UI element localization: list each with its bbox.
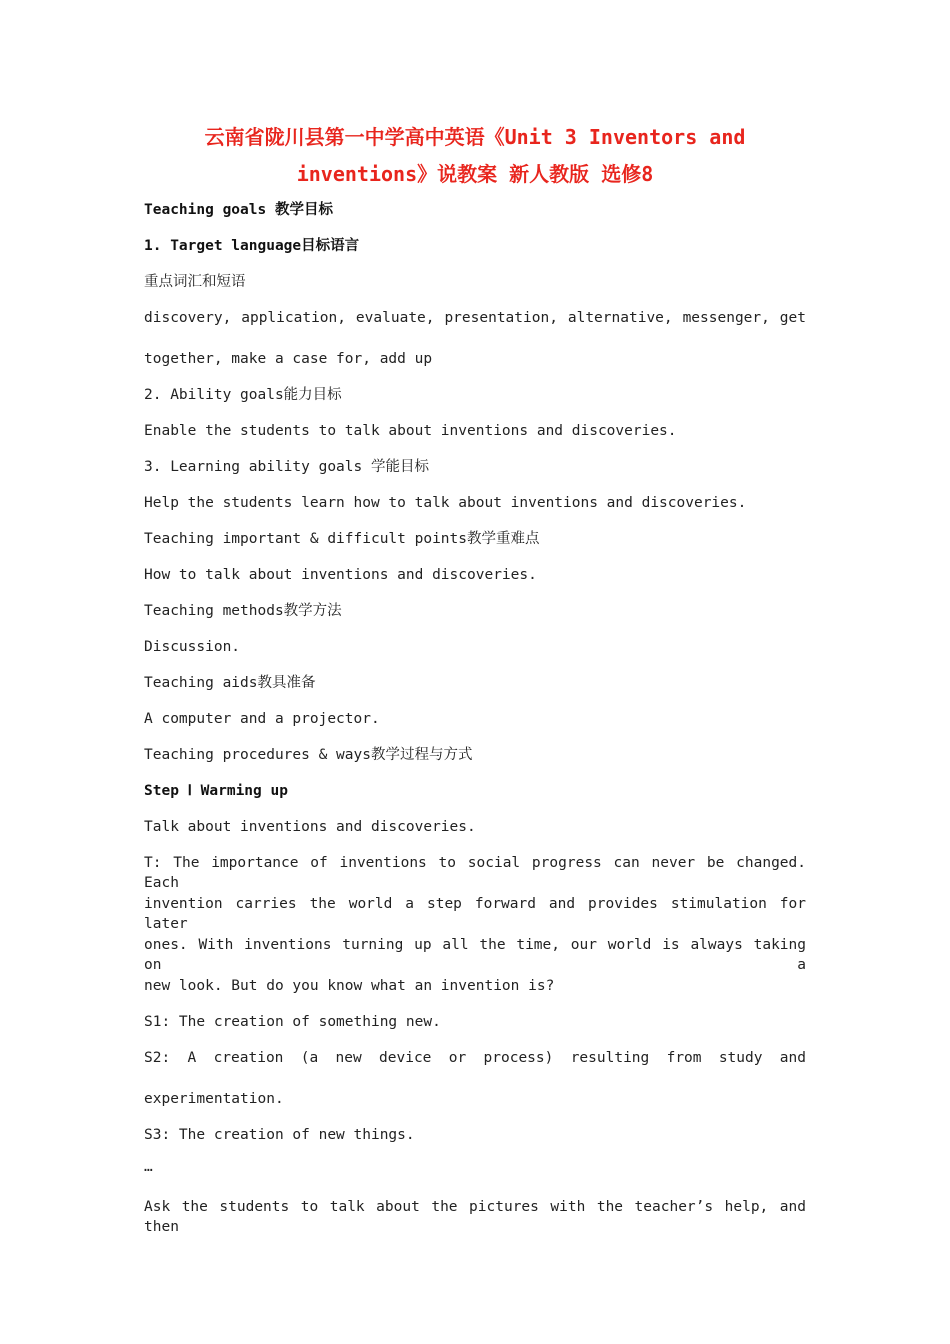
- step-heading-warming-up: Step Ⅰ Warming up: [144, 783, 288, 799]
- text-line: How to talk about inventions and discoveries.: [144, 567, 537, 583]
- student-answer-line: S3: The creation of new things.: [144, 1127, 415, 1143]
- section-heading-teaching-goals: Teaching goals 教学目标: [144, 202, 333, 218]
- document-title-line-1: 云南省陇川县第一中学高中英语《Unit 3 Inventors and: [204, 125, 746, 149]
- heading-important-points: Teaching important & difficult points教学重难点: [144, 531, 540, 547]
- subheading-learning-ability-goals: 3. Learning ability goals 学能目标: [144, 459, 429, 475]
- text-line: Discussion.: [144, 639, 241, 655]
- vocabulary-line: discovery, application, evaluate, presentation, alternative, messenger, get: [144, 310, 806, 326]
- vocabulary-line: together, make a case for, add up: [144, 351, 433, 367]
- ellipsis-line: …: [144, 1159, 153, 1175]
- text-line: A computer and a projector.: [144, 711, 380, 727]
- paragraph-line: new look. But do you know what an invention is?: [144, 978, 555, 994]
- text-line: Help the students learn how to talk about inventions and discoveries.: [144, 495, 747, 511]
- student-answer-line: experimentation.: [144, 1091, 284, 1107]
- document-title-line-2: inventions》说教案 新人教版 选修8: [296, 162, 654, 186]
- heading-teaching-methods: Teaching methods教学方法: [144, 603, 342, 619]
- paragraph-line: invention carries the world a step forward and provides stimulation for later: [144, 896, 806, 932]
- text-line: Enable the students to talk about inventions and discoveries.: [144, 423, 677, 439]
- subheading-ability-goals: 2. Ability goals能力目标: [144, 387, 342, 403]
- heading-teaching-procedures: Teaching procedures & ways教学过程与方式: [144, 747, 473, 763]
- student-answer-line: S1: The creation of something new.: [144, 1014, 441, 1030]
- heading-teaching-aids: Teaching aids教具准备: [144, 675, 316, 691]
- paragraph-line: T: The importance of inventions to social progress can never be changed. Each: [144, 855, 806, 891]
- subheading-target-language: 1. Target language目标语言: [144, 238, 360, 254]
- student-answer-line: S2: A creation (a new device or process) resulting from study and: [144, 1050, 806, 1066]
- paragraph-line: Ask the students to talk about the pictures with the teacher’s help, and then: [144, 1199, 806, 1235]
- text-line: Talk about inventions and discoveries.: [144, 819, 476, 835]
- paragraph-line: ones. With inventions turning up all the time, our world is always taking on a: [144, 937, 806, 973]
- text-line: 重点词汇和短语: [144, 274, 246, 290]
